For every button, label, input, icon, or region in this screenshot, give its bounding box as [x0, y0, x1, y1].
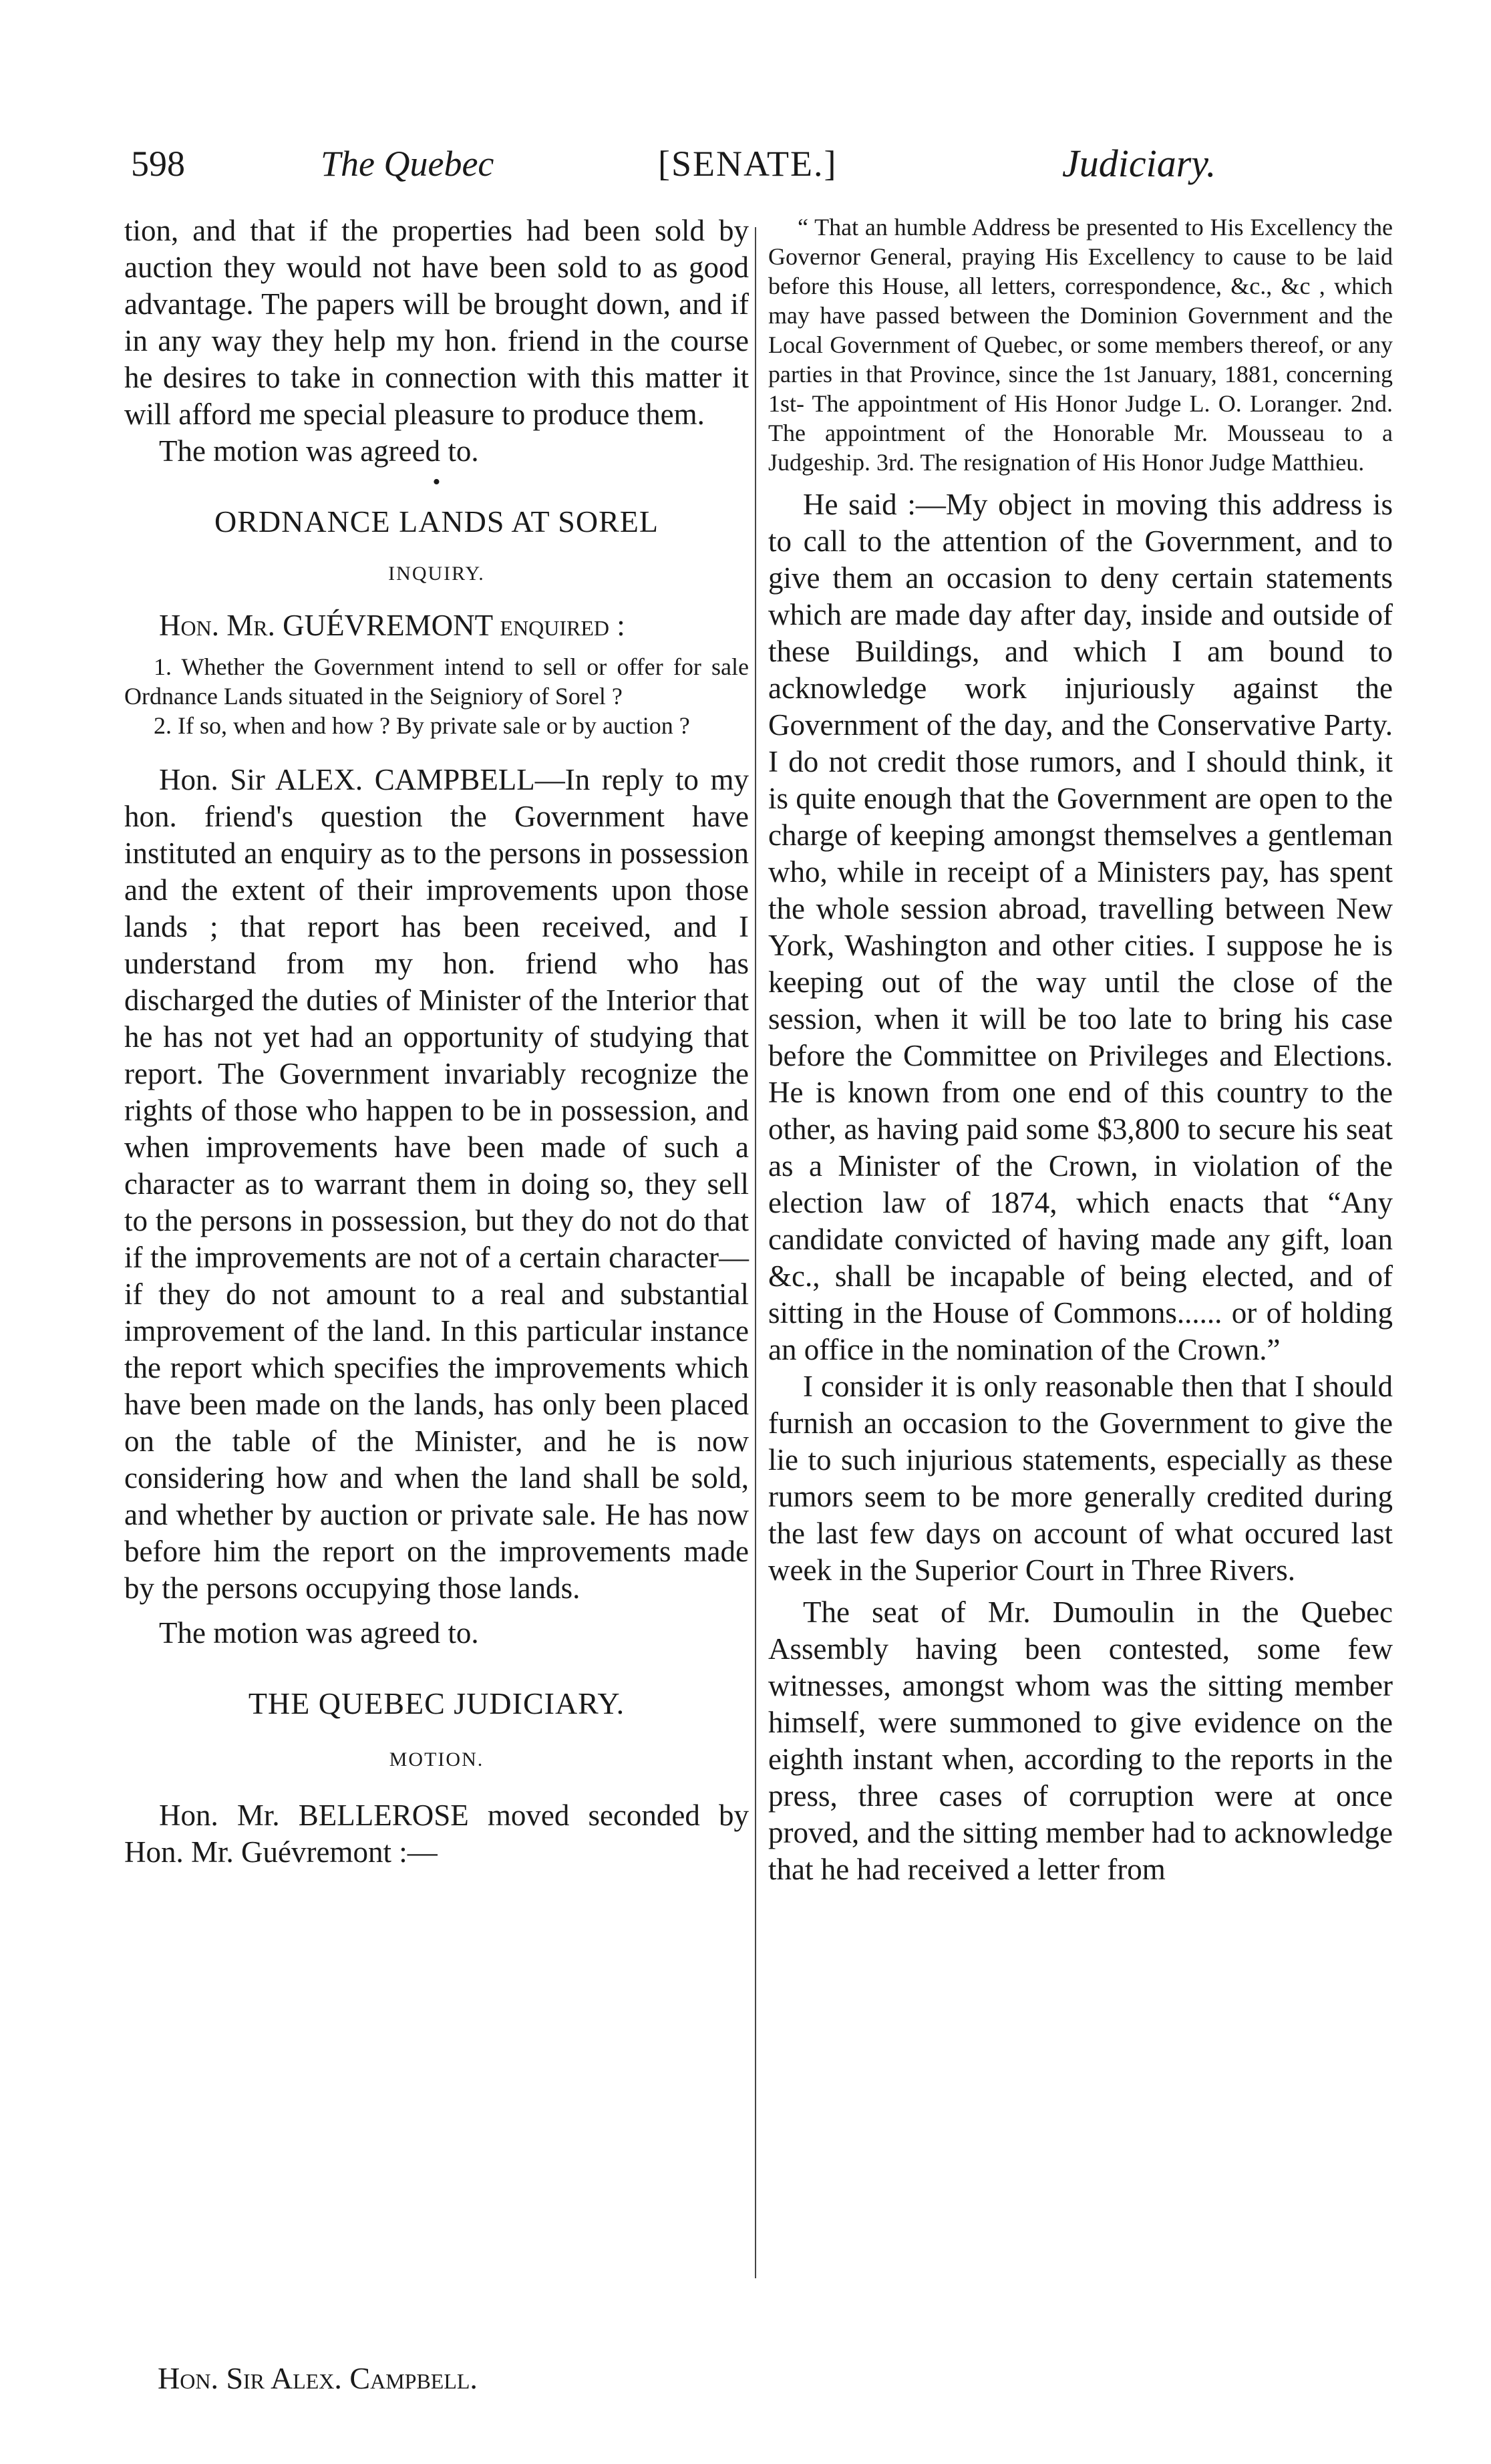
page-header: [0, 140, 1491, 187]
paragraph: Hon. Sir ALEX. CAMPBELL—In reply to my hon. friend's question the Government have instituted an enquiry as to the persons in possession and the extent of their improvements upon those lands ; that report has been received, and I understand from my hon. friend who has discharged the duties of Minister of the Interior that he has not yet had an opportunity of studying that report. The Government invariably recognize the rights of those who happen to be in possession, and when improvements have been made of such a character as to warrant them in doing so, they sell to the persons in possession, but they do not do that if the improvements are not of a certain character—if they do not amount to a real and substantial improvement of the land. In this particular instance the report which specifies the improvements which have been made on the lands, has only been placed on the table of the Minister, and he is now considering how and when the land shall be sold, and whether by auction or private sale. He has now before him the report on the improvements made by the persons occupying those lands.: [124, 763, 749, 1605]
paragraph: The seat of Mr. Dumoulin in the Quebec Assembly having been contested, some few witnesses, amongst whom was the sitting member himself, were summoned to give evidence on the eighth instant when, according to the reports in the press, three cases of corruption were at once proved, and the sitting member had to acknowledge that he had received a letter from: [768, 1595, 1393, 1886]
paragraph: The motion was agreed to.: [159, 1616, 479, 1650]
section-heading: ORDNANCE LANDS AT SOREL: [214, 504, 659, 538]
page-footer: Hon. Sir Alex. Campbell.: [158, 2361, 478, 2395]
running-title-center: [SENATE.]: [658, 144, 838, 184]
paragraph: Hon. Mr. GUÉVREMONT enquired :: [159, 609, 625, 642]
left-column: [124, 212, 749, 1871]
paragraph: He said :—My object in moving this address is to call to the attention of the Government, and to give them an occasion to deny certain statements which are made day after day, inside and outside of these Buildings, and which I am bound to acknowledge work injuriously against the Government of the day, and the Conservative Party. I do not credit those rumors, and I should think, it is quite enough that the Government are open to the charge of keeping amongst themselves a gentleman who, while in receipt of a Ministers pay, has spent the whole session abroad, travelling between New York, Washington and other cities. I suppose he is keeping out of the way until the close of the session, when it will be too late to bring his case before the Committee on Privileges and Elections. He is known from one end of this country to the other, as having paid some $3,800 to secure his seat as a Minister of the Crown, in violation of the election law of 1874, which enacts that “Any candidate convicted of having made any gift, loan &c., shall be incapable of being elected, and of sitting in the House of Commons...... or of holding an office in the nomination of the Crown.”: [768, 488, 1393, 1366]
paragraph: Hon. Mr. BELLEROSE moved seconded by Hon. Mr. Guévremont :—: [124, 1799, 749, 1869]
section-subheading: MOTION.: [389, 1748, 484, 1770]
question-item: 1. Whether the Government intend to sell or offer for sale Ordnance Lands situated in the Seigniory of Sorel ?: [124, 653, 749, 710]
running-title-right: Judiciary.: [1062, 142, 1216, 185]
section-subheading: INQUIRY.: [388, 563, 485, 585]
separator-dot: •: [432, 470, 441, 494]
quoted-address: “ That an humble Address be presented to His Excellency the Governor General, praying His Excellency to cause to be laid before this House, all letters, correspondence, &c., &c , which may have passed between the Dominion Government and the Local Government of Quebec, or some members thereof, or any parties in that Province, since the 1st January, 1881, concerning 1st- The appointment of His Honor Judge L. O. Loranger. 2nd. The appointment of the Honorable Mr. Mousseau to a Judgeship. 3rd. The resignation of His Honor Judge Matthieu.: [768, 214, 1393, 476]
paragraph: The motion was agreed to.: [159, 434, 479, 468]
question-item: 2. If so, when and how ? By private sale or by auction ?: [154, 712, 690, 739]
page-number: 598: [131, 144, 185, 184]
right-column: [768, 212, 1393, 1888]
section-heading: THE QUEBEC JUDICIARY.: [248, 1686, 625, 1720]
paragraph: I consider it is only reasonable then that I should furnish an occasion to the Government to give the lie to such injurious statements, especially as these rumors seem to be more generally credited during the last few days on account of what occured last week in the Superior Court in Three Rivers.: [768, 1370, 1393, 1587]
column-divider: [755, 227, 756, 2278]
paragraph: tion, and that if the properties had been sold by auction they would not have been sold to as good advantage. The papers will be brought down, and if in any way they help my hon. friend in the course he desires to take in connection with this matter it will afford me special pleasure to produce them.: [124, 214, 749, 431]
running-title-left: The Quebec: [321, 144, 494, 184]
